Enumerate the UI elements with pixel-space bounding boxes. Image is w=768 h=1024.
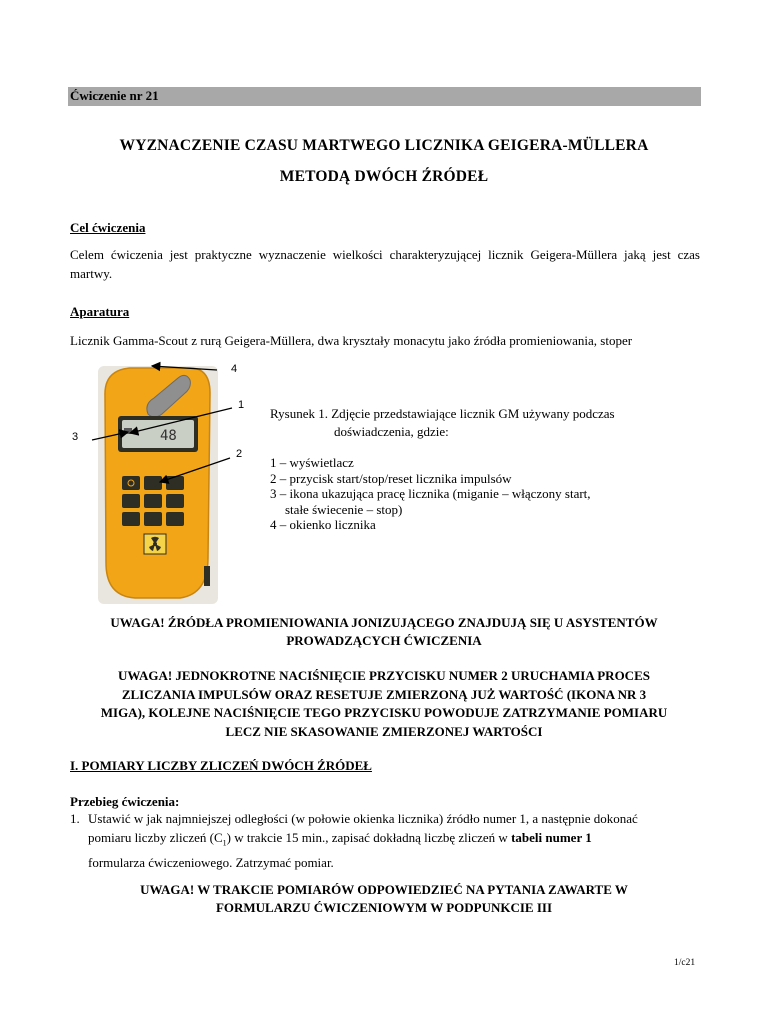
goal-heading: Cel ćwiczenia	[70, 220, 146, 235]
callout-label-4: 4	[231, 363, 238, 375]
warning-questions	[0, 881, 768, 917]
display-digits: 48	[160, 428, 177, 444]
warning-button-line4: LECZ NIE SKASOWANIE ZMIERZONEJ WARTOŚCI	[225, 723, 543, 739]
warning-button-line3: MIGA), KOLEJNE NACIŚNIĘCIE TEGO PRZYCISKU POWODUJE ZATRZYMANIE POMIARU	[100, 705, 668, 720]
figure-legend	[270, 455, 591, 533]
page-number: 1/c21	[674, 958, 696, 968]
document-title-line2: METODĄ DWÓCH ŹRÓDEŁ	[279, 168, 489, 185]
warning-sources-line2: PROWADZĄCYCH ĆWICZENIA	[286, 633, 482, 648]
warning-questions-line2: FORMULARZU ĆWICZENIOWYM W PODPUNKCIE III	[215, 900, 553, 915]
warning-questions-line1: UWAGA! W TRAKCIE POMIARÓW ODPOWIEDZIEĆ NA PYTANIA ZAWARTE W	[140, 882, 628, 897]
callout-label-2: 2	[236, 448, 243, 460]
apparatus-heading: Aparatura	[70, 304, 130, 319]
warning-button-line1: UWAGA! JEDNOKROTNE NACIŚNIĘCIE PRZYCISKU NUMER 2 URUCHAMIA PROCES	[118, 668, 650, 683]
figure-caption-line1: Rysunek 1. Zdjęcie przedstawiające licznik GM używany podczas	[270, 406, 615, 421]
goal-text: Celem ćwiczenia jest praktyczne wyznaczenie wielkości charakteryzującej licznik Geigera-Müllera jaką jest czas martwy.	[70, 247, 700, 281]
warning-sources	[0, 614, 768, 650]
warning-button	[0, 667, 768, 741]
apparatus-text: Licznik Gamma-Scout z rurą Geigera-Müllera, dwa kryształy monacytu jako źródła promieniowania, stoper	[70, 333, 633, 348]
arrow-3	[92, 432, 128, 440]
legend-item-3-continued: stałe świecenie – stop)	[285, 501, 403, 517]
figure-caption-line2: doświadczenia, gdzie:	[334, 424, 449, 439]
warning-button-line2: ZLICZANIA IMPULSÓW ORAZ RESETUJE ZMIERZONĄ JUŻ WARTOŚĆ (IKONA NR 3	[121, 686, 647, 702]
procedure-heading: Przebieg ćwiczenia:	[70, 794, 180, 809]
step-line1: Ustawić w jak najmniejszej odległości (w połowie okienka licznika) źródło numer 1, a następnie dokonać	[88, 811, 638, 826]
step-number: 1.	[70, 811, 80, 826]
arrow-1	[130, 408, 232, 433]
legend-item-4: 4 – okienko licznika	[270, 517, 376, 532]
procedure-step-1	[70, 809, 710, 872]
step-line3: formularza ćwiczeniowego. Zatrzymać pomiar.	[88, 854, 334, 870]
callout-label-3: 3	[72, 431, 79, 443]
legend-item-3: 3 – ikona ukazująca pracę licznika (miganie – włączony start,	[270, 486, 591, 501]
section1-heading: I. POMIARY LICZBY ZLICZEŃ DWÓCH ŹRÓDEŁ	[70, 758, 372, 773]
arrow-2	[160, 458, 230, 482]
warning-sources-line1: UWAGA! ŹRÓDŁA PROMIENIOWANIA JONIZUJĄCEGO ZNAJDUJĄ SIĘ U ASYSTENTÓW	[110, 615, 658, 630]
callout-label-1: 1	[238, 399, 245, 411]
step-line2: pomiaru liczby zliczeń $(C_1)$ w trakcie 15 min., zapisać dokładną liczbę zliczeń w tabeli numer 1	[88, 830, 592, 848]
arrow-4	[152, 366, 217, 370]
document-title-line1: WYZNACZENIE CZASU MARTWEGO LICZNIKA GEIGERA-MÜLLERA	[119, 137, 649, 154]
legend-item-2: 2 – przycisk start/stop/reset licznika impulsów	[270, 470, 512, 486]
legend-item-1: 1 – wyświetlacz	[270, 455, 354, 470]
exercise-number: Ćwiczenie nr 21	[70, 88, 159, 103]
